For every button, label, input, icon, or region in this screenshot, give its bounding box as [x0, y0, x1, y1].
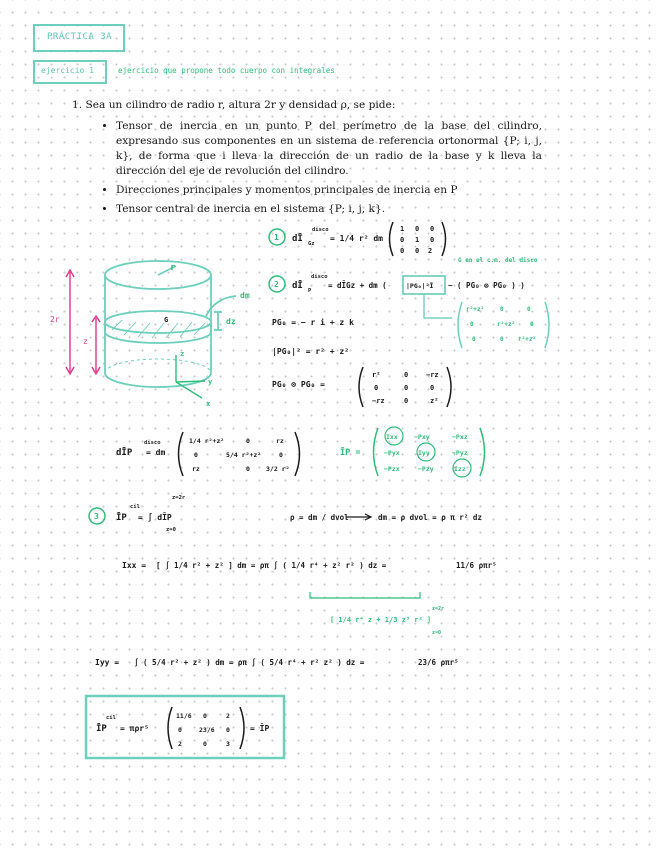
- svg-text:0: 0: [178, 726, 182, 734]
- pg-modulus: |PG₀|² = r² + z²: [272, 347, 350, 356]
- step2-arrow: [424, 294, 452, 318]
- svg-text:0: 0: [500, 306, 504, 313]
- disc-lhs: dĪP: [116, 448, 133, 458]
- step1-lhs: dĪ: [292, 234, 303, 244]
- problem-intro-text: Sea un cilindro de radio r, altura 2r y densidad ρ, se pide:: [85, 99, 396, 111]
- svg-text:−Pyz: −Pyz: [452, 449, 468, 457]
- svg-text:Izz: Izz: [454, 465, 466, 473]
- height-label: 2r: [50, 315, 60, 324]
- centroid-label: G: [164, 316, 169, 324]
- ip-lhs: ĪP =: [340, 448, 361, 458]
- step2-boxed: |PG₀|²Ī: [406, 282, 434, 290]
- step2-lhs: dĪ: [292, 281, 303, 291]
- svg-text:0: 0: [203, 712, 207, 720]
- outer-product-label: PG₀ ⊗ PG₀ =: [272, 380, 325, 389]
- svg-text:−Pxy: −Pxy: [414, 433, 430, 441]
- final-matrix: [168, 707, 244, 749]
- svg-text:0: 0: [500, 336, 504, 343]
- final-rhs: = ĪP: [250, 724, 270, 733]
- step2-rhs: = dĪGz + dm (: [328, 281, 387, 290]
- svg-text:−Pzx: −Pzx: [384, 465, 400, 473]
- svg-text:0: 0: [415, 225, 420, 233]
- dm-definition: dm = ρ dvol = ρ π r² dz: [378, 513, 482, 522]
- final-sup: cil: [106, 715, 116, 721]
- rho-definition: ρ = dm / dvol: [290, 513, 349, 522]
- svg-text:0: 0: [226, 726, 230, 734]
- disc-matrix: [179, 432, 300, 476]
- svg-text:r²+z²: r²+z²: [466, 306, 485, 313]
- svg-text:0: 0: [527, 306, 531, 313]
- svg-text:r²: r²: [372, 371, 381, 379]
- step1-matrix: [390, 222, 446, 256]
- svg-text:0: 0: [530, 321, 534, 328]
- problem-bullet: • Direcciones principales y momentos principales de inercia en P: [116, 183, 542, 198]
- svg-text:−rz: −rz: [372, 397, 385, 405]
- axes-at-p: [176, 355, 205, 398]
- svg-text:0: 0: [203, 740, 207, 748]
- svg-text:0: 0: [472, 336, 476, 343]
- step2-tail: − ( PG₀ ⊗ PG₀ ) ): [448, 281, 525, 290]
- final-lhs: ĪP: [96, 724, 107, 734]
- svg-text:0: 0: [404, 397, 409, 405]
- svg-text:23/6: 23/6: [199, 726, 215, 734]
- svg-text:rz: rz: [276, 437, 284, 445]
- iyy-lhs: Iyy =: [95, 658, 120, 667]
- axis-y-label: y: [208, 378, 213, 386]
- svg-text:0: 0: [404, 371, 409, 379]
- svg-text:0: 0: [430, 236, 435, 244]
- step3-sup: cil: [130, 504, 140, 510]
- disc-top: [105, 311, 211, 333]
- svg-text:rz: rz: [192, 465, 200, 473]
- svg-text:0: 0: [194, 451, 198, 459]
- step3-eq: = ∫ dĪP: [138, 513, 172, 522]
- cylinder-bottom: [105, 373, 211, 387]
- practice-title: PRÁCTICA 3A: [47, 32, 113, 42]
- svg-text:3/2 r²: 3/2 r²: [266, 465, 290, 473]
- exercise-label: ejercicio 1: [41, 66, 94, 75]
- svg-text:−Pxz: −Pxz: [452, 433, 468, 441]
- dm-label: dm: [240, 291, 250, 300]
- ixx-lhs: Ixx =: [122, 561, 147, 570]
- svg-text:0: 0: [430, 384, 435, 392]
- svg-text:z²: z²: [430, 397, 439, 405]
- ixx-primitive: [ 1/4 r⁴ z + 1/3 z³ r² ]: [330, 616, 432, 624]
- svg-text:0: 0: [374, 384, 379, 392]
- side-matrix: [458, 302, 549, 348]
- dz-label: dz: [226, 317, 236, 326]
- svg-text:1/4 r²+z²: 1/4 r²+z²: [189, 437, 225, 445]
- cylinder-figure: [105, 261, 236, 398]
- z-label: z: [83, 337, 88, 346]
- svg-text:0: 0: [246, 437, 250, 445]
- svg-text:−Pyx: −Pyx: [384, 449, 400, 457]
- exercise-note: ejercicio que propone todo cuerpo con integrales: [118, 66, 335, 75]
- step3-lhs: ĪP: [116, 513, 127, 523]
- svg-text:Iyy: Iyy: [418, 449, 430, 457]
- ip-matrix: [374, 427, 485, 477]
- step3-number: 3: [94, 512, 99, 521]
- svg-text:11/6: 11/6: [176, 712, 192, 720]
- disc-eq: = dm: [146, 448, 166, 457]
- step1-eq: = 1/4 r² dm: [330, 234, 383, 243]
- step2-sup: disco: [311, 274, 328, 280]
- axis-z-label: z: [180, 350, 185, 358]
- problem-bullet: • Tensor de inercia en un punto P del perímetro de la base del cilindro, expresando sus componentes en un sistema de referencia ortonormal {P; i, j, k}, de forma que i lleva la dirección de un radio de la base y k lleva la dirección del eje de revolución del cilindro.: [116, 119, 542, 179]
- outer-matrix: [359, 367, 451, 407]
- svg-text:−Pzy: −Pzy: [418, 465, 434, 473]
- iyy-result: 23/6 ρπr⁵: [418, 658, 459, 667]
- svg-text:0: 0: [400, 236, 405, 244]
- ixx-prim-top: z=2r: [432, 606, 445, 612]
- disc-sup: disco: [144, 440, 161, 446]
- step1-sup: disco: [312, 227, 329, 233]
- svg-text:1: 1: [415, 236, 420, 244]
- radius-label: r: [170, 263, 176, 273]
- svg-text:0: 0: [246, 465, 250, 473]
- final-eq: = πρr⁵: [120, 724, 149, 733]
- svg-text:2: 2: [226, 712, 230, 720]
- svg-text:0: 0: [279, 451, 283, 459]
- svg-text:3: 3: [226, 740, 230, 748]
- step2-note: G en el c.m. del disco: [458, 257, 538, 264]
- step3-limit-top: z=2r: [172, 495, 186, 501]
- ixx-underbrace: [310, 592, 420, 598]
- step1-number: 1: [274, 233, 279, 242]
- step2-sub: P: [308, 288, 312, 294]
- step3-limit-bottom: z=0: [166, 527, 176, 533]
- ixx-body: [ ∫ 1/4 r² + z² ] dm = ρπ ∫ ( 1/4 r⁴ + z² r² ) dz =: [156, 561, 387, 570]
- svg-text:2: 2: [428, 247, 433, 255]
- height-markers: [66, 270, 100, 374]
- step2-number: 2: [274, 280, 279, 289]
- svg-text:0: 0: [415, 247, 420, 255]
- svg-text:0: 0: [404, 384, 409, 392]
- ixx-prim-bottom: z=0: [432, 630, 442, 636]
- pg-vector: PG₀ = − r i + z k: [272, 318, 354, 327]
- svg-text:Ixx: Ixx: [386, 433, 398, 441]
- axis-x-label: x: [206, 400, 211, 408]
- svg-text:0: 0: [470, 321, 474, 328]
- svg-text:5/4 r²+z²: 5/4 r²+z²: [226, 451, 262, 459]
- svg-text:r²+z²: r²+z²: [518, 336, 537, 343]
- svg-text:2: 2: [178, 740, 182, 748]
- svg-text:−rz: −rz: [426, 371, 439, 379]
- svg-text:0: 0: [430, 225, 435, 233]
- svg-text:r²+z²: r²+z²: [497, 321, 516, 328]
- ixx-result: 11/6 ρπr⁵: [456, 561, 497, 570]
- problem-number: 1.: [72, 99, 83, 111]
- step1-sub: Gz: [308, 241, 315, 247]
- problem-bullet: • Tensor central de inercia en el sistema {P; i, j, k}.: [116, 202, 542, 217]
- svg-text:0: 0: [400, 247, 405, 255]
- iyy-body: ∫ ( 5/4 r² + z² ) dm = ρπ ∫ ( 5/4 r⁴ + r² z² ) dz =: [134, 658, 365, 667]
- svg-text:1: 1: [400, 225, 405, 233]
